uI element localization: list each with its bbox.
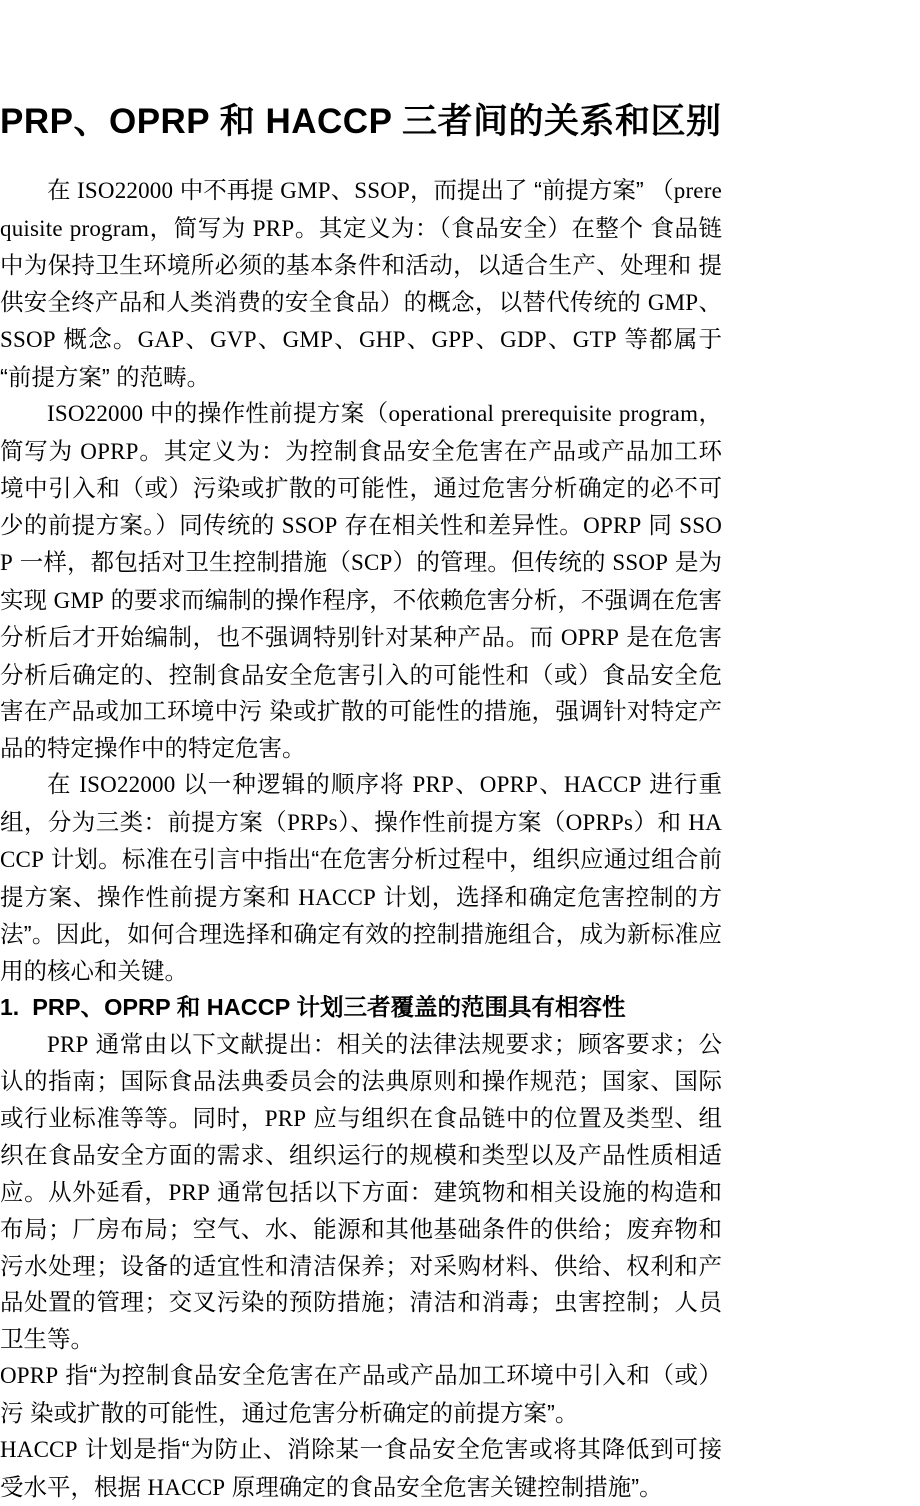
latin-run: OPRP bbox=[560, 625, 620, 650]
latin-run: operational bbox=[388, 401, 495, 426]
latin-run: prerequisite bbox=[0, 178, 722, 241]
latin-run: GHP bbox=[358, 327, 406, 352]
latin-run: HACCP bbox=[0, 809, 723, 872]
latin-run: GPP bbox=[431, 327, 475, 352]
latin-run: GMP bbox=[647, 289, 699, 315]
latin-run: HACCP bbox=[0, 1437, 78, 1462]
latin-run: OPRP bbox=[80, 438, 139, 464]
paragraph-2: ISO22000 中的操作性前提方案（operational prerequisite program，简写为 OPRP。其定义为：为控制食品安全危害在产品或产品加工环境中引入和（或）污染或扩散的可能性，通过危害分析确定的必不可少的前提方案。）同传统的 SSOP 存在相关性和差异性。OPRP 同 SSOP 一样，都包括对卫生控制措施（SCP）的管理。但传统的 SSOP 是为实现 GMP 的要求而编制的操作程序，不依赖危害分析，不强调在危害分析后才开始编制，也不强调特别针对某种产品。而 OPRP 是在危害分析后确定的、控制食品安全危害引入的可能性和（或）食品安全危害在产品或加工环境中污 染或扩散的可能性的措施，强调针对特定产品的特定操作中的特定危害。 bbox=[0, 400, 723, 761]
latin-run: GTP bbox=[572, 327, 617, 352]
paragraph-4: PRP 通常由以下文献提出：相关的法律法规要求；顾客要求；公认的指南；国际食品法典委员会的法典原则和操作规范；国家、国际或行业标准等等。同时，PRP 应与组织在食品链中的位置及类型、组织在食品安全方面的需求、组织运行的规模和类型以及产品性质相适应。从外延看，PRP 通常包括以下方面：建筑物和相关设施的构造和布局；厂房布局；空气、水、能源和其他基础条件的供给；废弃物和污水处理；设备的适宜性和清洁保养；对采购材料、供给、权利和产品处置的管理；交叉污染的预防措施；清洁和消毒；虫害控制；人员卫生等。 bbox=[0, 1030, 723, 1352]
latin-run: program bbox=[69, 215, 150, 241]
latin-run: OPRPs bbox=[565, 809, 634, 835]
document-body bbox=[0, 172, 722, 1506]
latin-run: HACCP bbox=[298, 884, 376, 910]
latin-run: GAP bbox=[137, 327, 185, 352]
latin-run: PRP bbox=[252, 215, 295, 241]
latin-run: ISO22000 bbox=[79, 772, 176, 797]
paragraph-6: HACCP 计划是指“为防止、消除某一食品安全危害或将其降低到可接受水平，根据 HACCP 原理确定的食品安全危害关键控制措施”。 bbox=[0, 1436, 722, 1500]
latin-run: HACCP bbox=[563, 772, 642, 797]
latin-run: GDP bbox=[500, 327, 547, 352]
latin-run: OPRP bbox=[479, 772, 539, 797]
section-heading-label: PRP、OPRP 和 HACCP 计划三者覆盖的范围具有相容性 bbox=[32, 994, 626, 1020]
latin-run: PRP bbox=[168, 1179, 211, 1205]
paragraph-1: 在 ISO22000 中不再提 GMP、SSOP，而提出了 “前提方案” （prerequisite program，简写为 PRP。其定义为：（食品安全）在整个 食品链中为保持卫生环境所必须的基本条件和活动，以适合生产、处理和 提供安全终产品和人类消费的安全食品）的概念，以替代传统的 GMP、 SSOP 概念。GAP、GVP、GMP、GHP、GPP、GDP、GTP 等都属于“前提方案” 的范畴。 bbox=[0, 177, 723, 390]
latin-run: OPRP bbox=[583, 512, 642, 538]
latin-run: SSOP bbox=[0, 512, 723, 575]
latin-run: PRP bbox=[264, 1105, 307, 1131]
paragraph-5: OPRP 指“为控制食品安全危害在产品或产品加工环境中引入和（或）污 染或扩散的可能性，通过危害分析确定的前提方案”。 bbox=[0, 1362, 722, 1426]
latin-run: GMP bbox=[280, 178, 331, 203]
section-heading-number: 1. bbox=[0, 994, 20, 1020]
latin-run: PRP bbox=[412, 772, 455, 797]
page-title: PRP、OPRP 和 HACCP 三者间的关系和区别 bbox=[0, 102, 722, 141]
latin-run: GMP bbox=[282, 327, 334, 352]
latin-run: ISO22000 bbox=[77, 178, 174, 203]
latin-run: PRPs bbox=[287, 809, 338, 835]
latin-run: SCP bbox=[350, 550, 393, 575]
latin-run: SSOP bbox=[354, 178, 411, 203]
latin-run: SSOP bbox=[612, 550, 669, 575]
latin-run: HACCP bbox=[147, 1474, 226, 1500]
latin-run: GVP bbox=[210, 327, 257, 352]
section-heading-1 bbox=[0, 989, 722, 1026]
latin-run: SSOP bbox=[281, 512, 338, 538]
latin-run: GMP bbox=[53, 587, 105, 613]
latin-run: program bbox=[618, 401, 699, 426]
latin-run: PRP bbox=[47, 1031, 89, 1057]
latin-run: SSOP bbox=[0, 327, 56, 352]
latin-run: ISO22000 bbox=[47, 401, 144, 426]
paragraph-3: 在 ISO22000 以一种逻辑的顺序将 PRP、OPRP、HACCP 进行重组，分为三类：前提方案（PRPs）、操作性前提方案（OPRPs）和 HACCP 计划。标准在引言中指出“在危害分析过程中，组织应通过组合前提方案、操作性前提方案和 HACCP 计划，选择和确定危害控制的方法”。因此，如何合理选择和确定有效的控制措施组合，成为新标准应用的核心和关键。 bbox=[0, 771, 723, 984]
latin-run: prerequisite bbox=[501, 401, 612, 426]
latin-run: OPRP bbox=[0, 1363, 59, 1388]
